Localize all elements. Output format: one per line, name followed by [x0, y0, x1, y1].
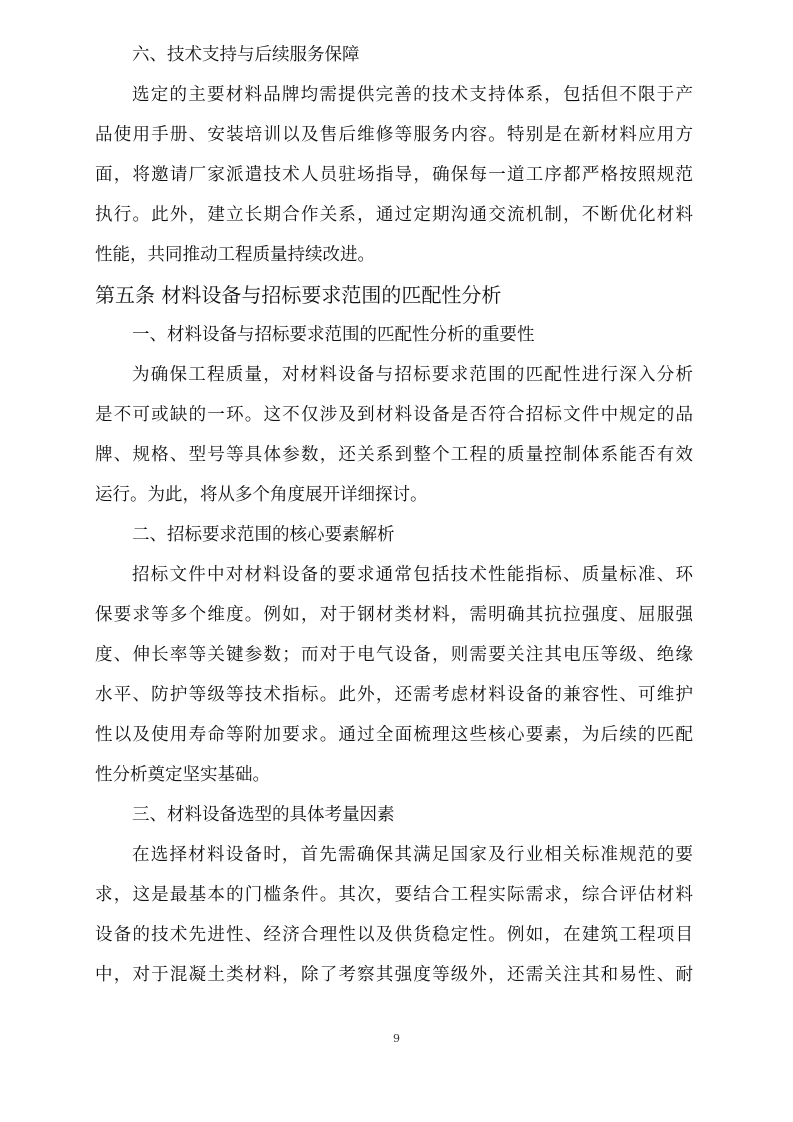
paragraph-line: 牌、规格、型号等具体参数，还关系到整个工程的质量控制体系能否有效 [95, 445, 693, 465]
paragraph-line: 求，这是最基本的门槛条件。其次，要结合工程实际需求，综合评估材料 [95, 885, 693, 905]
paragraph-line: 中，对于混凝土类材料，除了考察其强度等级外，还需关注其和易性、耐 [95, 965, 693, 985]
subsection-2-paragraph [95, 555, 693, 795]
section-6-heading: 六、技术支持与后续服务保障 [132, 45, 360, 65]
paragraph-line: 是不可或缺的一环。这不仅涉及到材料设备是否符合招标文件中规定的品 [95, 405, 693, 425]
subsection-2-heading: 二、招标要求范围的核心要素解析 [132, 525, 395, 545]
paragraph-line: 招标文件中对材料设备的要求通常包括技术性能指标、质量标准、环 [132, 565, 693, 585]
paragraph-line: 面，将邀请厂家派遣技术人员驻场指导，确保每一道工序都严格按照规范 [95, 165, 693, 185]
subsection-3-paragraph [95, 835, 693, 995]
paragraph-line: 度、伸长率等关键参数；而对于电气设备，则需要关注其电压等级、绝缘 [95, 645, 693, 665]
paragraph-line: 执行。此外，建立长期合作关系，通过定期沟通交流机制，不断优化材料 [95, 205, 693, 225]
section-6-paragraph [95, 75, 693, 275]
paragraph-line: 性分析奠定坚实基础。 [95, 765, 270, 785]
paragraph-line: 性以及使用寿命等附加要求。通过全面梳理这些核心要素，为后续的匹配 [95, 725, 693, 745]
paragraph-line: 保要求等多个维度。例如，对于钢材类材料，需明确其抗拉强度、屈服强 [95, 605, 693, 625]
document-body [95, 35, 693, 995]
subsection-1-paragraph [95, 355, 693, 515]
page-number: 9 [393, 1032, 400, 1045]
subsection-3-heading: 三、材料设备选型的具体考量因素 [132, 805, 395, 825]
paragraph-line: 品使用手册、安装培训以及售后维修等服务内容。特别是在新材料应用方 [95, 125, 693, 145]
paragraph-line: 为确保工程质量，对材料设备与招标要求范围的匹配性进行深入分析 [132, 365, 693, 385]
paragraph-line: 水平、防护等级等技术指标。此外，还需考虑材料设备的兼容性、可维护 [95, 685, 693, 705]
paragraph-line: 运行。为此，将从多个角度展开详细探讨。 [95, 485, 428, 505]
paragraph-line: 设备的技术先进性、经济合理性以及供货稳定性。例如，在建筑工程项目 [95, 925, 693, 945]
paragraph-line: 选定的主要材料品牌均需提供完善的技术支持体系，包括但不限于产 [132, 85, 693, 105]
paragraph-line: 在选择材料设备时，首先需确保其满足国家及行业相关标准规范的要 [132, 845, 693, 865]
subsection-1-heading: 一、材料设备与招标要求范围的匹配性分析的重要性 [132, 325, 535, 345]
paragraph-line: 性能，共同推动工程质量持续改进。 [95, 245, 375, 265]
article-5-heading: 第五条 材料设备与招标要求范围的匹配性分析 [95, 283, 502, 307]
